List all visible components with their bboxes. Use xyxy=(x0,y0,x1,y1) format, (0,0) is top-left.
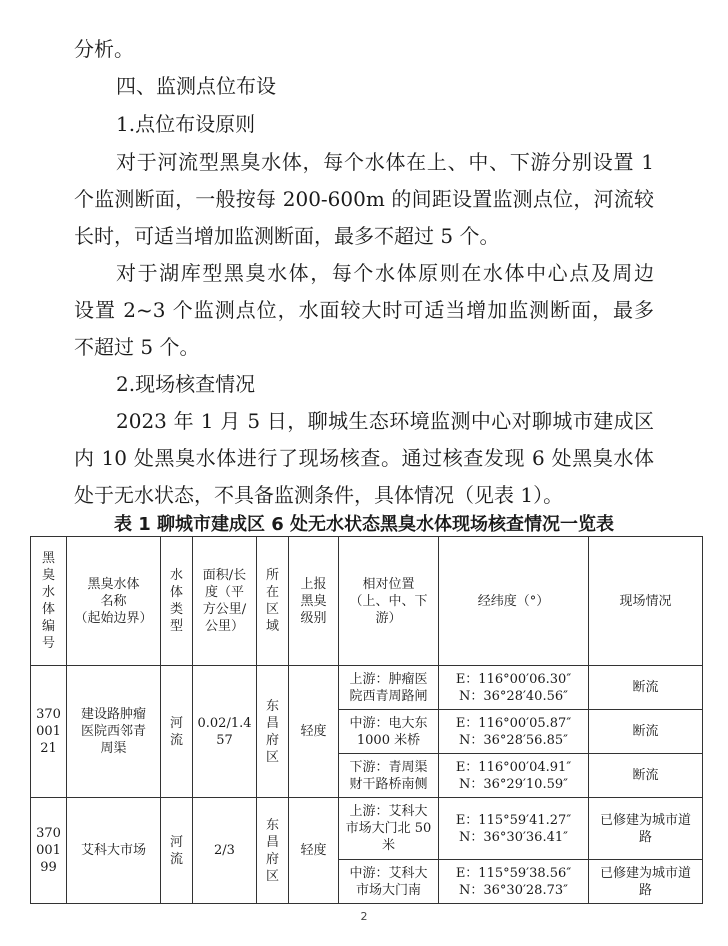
cell-position: 上游：肿瘤医 院西青周路闸 xyxy=(339,666,439,710)
cell-coords: E：115°59′41.27″ N：36°30′36.41″ xyxy=(439,798,589,860)
cell-status: 断流 xyxy=(589,666,703,710)
paragraph-line: 设置 2~3 个监测点位，水面较大时可适当增加监测断面，最多 xyxy=(74,298,654,322)
cell-coords: E：116°00′06.30″ N：36°28′40.56″ xyxy=(439,666,589,710)
cell-status: 断流 xyxy=(589,754,703,798)
cell-size: 2/3 xyxy=(193,798,257,904)
paragraph-line: 2023 年 1 月 5 日，聊城生态环境监测中心对聊城市建成区 xyxy=(116,409,654,433)
header-size: 面积/长 度（平 方公里/ 公里） xyxy=(193,537,257,666)
table-row xyxy=(31,666,703,710)
cell-region: 东 昌 府 区 xyxy=(257,666,289,798)
cell-type: 河 流 xyxy=(161,798,193,904)
cell-position: 中游：电大东 1000 米桥 xyxy=(339,710,439,754)
header-name: 黑臭水体 名称 （起始边界） xyxy=(67,537,161,666)
table-caption: 表 1 聊城市建成区 6 处无水状态黑臭水体现场核查情况一览表 xyxy=(113,514,615,535)
section-heading: 四、监测点位布设 xyxy=(116,74,276,98)
cell-position: 中游：艾科大 市场大门南 xyxy=(339,860,439,904)
cell-level: 轻度 xyxy=(289,666,339,798)
paragraph-line: 个监测断面，一般按每 200-600m 的间距设置监测点位，河流较 xyxy=(74,187,654,211)
paragraph-line: 对于河流型黑臭水体，每个水体在上、中、下游分别设置 1 xyxy=(116,150,654,174)
cell-id: 370 001 21 xyxy=(31,666,67,798)
paragraph-line: 内 10 处黑臭水体进行了现场核查。通过核查发现 6 处黑臭水体 xyxy=(74,446,654,470)
paragraph-line: 对于湖库型黑臭水体，每个水体原则在水体中心点及周边 xyxy=(116,261,654,285)
cell-coords: E：115°59′38.56″ N：36°30′28.73″ xyxy=(439,860,589,904)
header-type: 水 体 类 型 xyxy=(161,537,193,666)
table-row xyxy=(31,798,703,860)
cell-status: 已修建为城市道 路 xyxy=(589,798,703,860)
cell-region: 东 昌 府 区 xyxy=(257,798,289,904)
page-number: 2 xyxy=(360,910,368,923)
cell-type: 河 流 xyxy=(161,666,193,798)
table-header-row xyxy=(31,537,703,666)
cell-name: 建设路肿瘤 医院西邻青 周渠 xyxy=(67,666,161,798)
cell-position: 上游：艾科大 市场大门北 50 米 xyxy=(339,798,439,860)
cell-coords: E：116°00′05.87″ N：36°28′56.85″ xyxy=(439,710,589,754)
paragraph-line: 处于无水状态，不具备监测条件，具体情况（见表 1）。 xyxy=(74,483,564,507)
header-region: 所 在 区 域 xyxy=(257,537,289,666)
cell-position: 下游：青周渠 财干路桥南侧 xyxy=(339,754,439,798)
paragraph-line: 不超过 5 个。 xyxy=(74,335,200,359)
subsection-heading: 2.现场核查情况 xyxy=(116,372,256,396)
header-level: 上报 黑臭 级别 xyxy=(289,537,339,666)
cell-coords: E：116°00′04.91″ N：36°29′10.59″ xyxy=(439,754,589,798)
header-status: 现场情况 xyxy=(589,537,703,666)
header-coords: 经纬度（°） xyxy=(439,537,589,666)
paragraph-line: 分析。 xyxy=(74,37,134,61)
cell-status: 断流 xyxy=(589,710,703,754)
cell-id: 370 001 99 xyxy=(31,798,67,904)
paragraph-line: 长时，可适当增加监测断面，最多不超过 5 个。 xyxy=(74,224,500,248)
subsection-heading: 1.点位布设原则 xyxy=(116,112,256,136)
cell-status: 已修建为城市道 路 xyxy=(589,860,703,904)
cell-size: 0.02/1.4 57 xyxy=(193,666,257,798)
cell-name: 艾科大市场 xyxy=(67,798,161,904)
header-position: 相对位置 （上、中、下 游） xyxy=(339,537,439,666)
header-id: 黑 臭 水 体 编 号 xyxy=(31,537,67,666)
cell-level: 轻度 xyxy=(289,798,339,904)
inspection-table xyxy=(30,536,703,904)
